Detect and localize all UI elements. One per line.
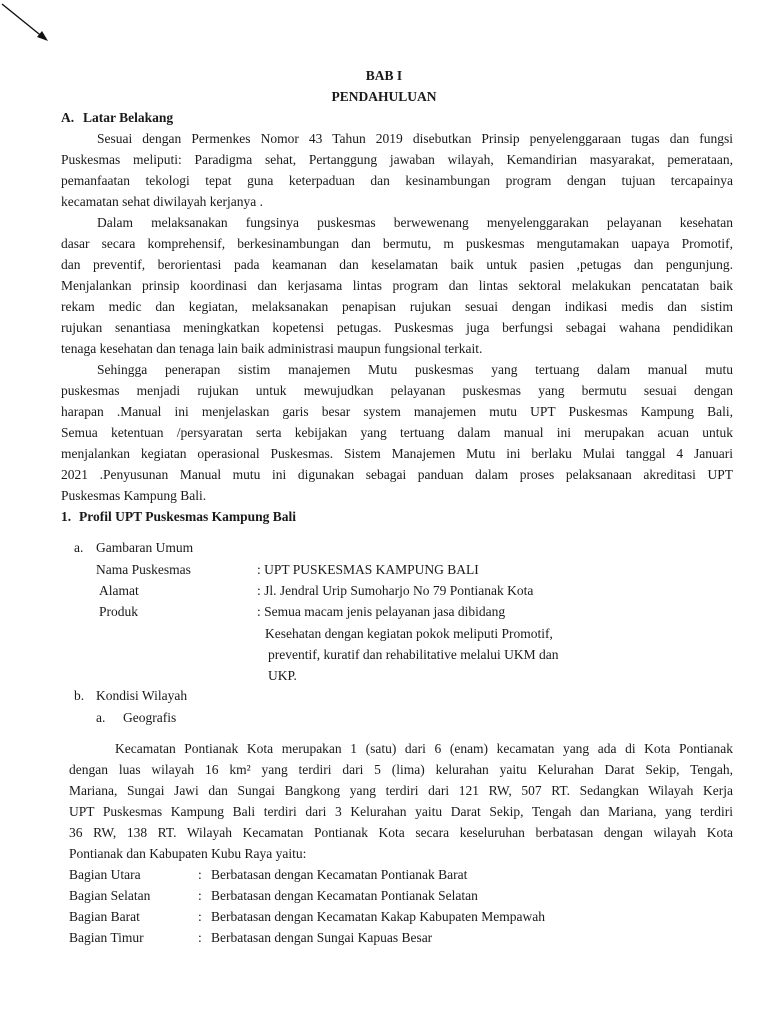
corner-arrow-icon [0, 0, 60, 50]
paragraph-line: Dalam melaksanakan fungsinya puskesmas berwewenang menyelenggarakan pelayanan kesehatan [97, 215, 733, 230]
section-a-title: Latar Belakang [83, 110, 174, 125]
chapter-number: BAB I [365, 68, 403, 83]
border-colon: : [198, 930, 202, 945]
paragraph-line: Mariana, Sungai Jawi dan Sungai Bangkong yang terdiri dari 121 RW, 507 RT. Sedangkan Wilayah Kerja [69, 783, 733, 798]
paragraph-line: menjalankan kegiatan operasional Puskesmas. Sistem Manajemen Mutu ini berlaku Mulai tanggal 4 Januari [61, 446, 733, 461]
paragraph-line: harapan .Manual ini menjelaskan garis besar system manajemen mutu UPT Puskesmas Kampung Bali, [61, 404, 733, 419]
chapter-title: PENDAHULUAN [331, 89, 437, 104]
paragraph-line: Sesuai dengan Permenkes Nomor 43 Tahun 2019 disebutkan Prinsip penyelenggaraan tugas dan fungsi [97, 131, 733, 146]
produk-continuation: UKP. [268, 668, 297, 683]
paragraph-line: Puskesmas Kampung Bali. [61, 488, 207, 503]
alamat-value: : Jl. Jendral Urip Sumoharjo No 79 Pontianak Kota [257, 583, 534, 598]
border-value-utara: Berbatasan dengan Kecamatan Pontianak Barat [211, 867, 468, 882]
border-value-barat: Berbatasan dengan Kecamatan Kakap Kabupaten Mempawah [211, 909, 545, 924]
paragraph-line: 2021 .Penyusunan Manual mutu ini digunakan sebagai panduan dalam proses pelaksanaan akreditasi UPT [61, 467, 733, 482]
nama-puskesmas-label: Nama Puskesmas [96, 562, 191, 577]
border-label-utara: Bagian Utara [69, 867, 141, 882]
border-label-timur: Bagian Timur [69, 930, 144, 945]
nama-puskesmas-value: : UPT PUSKESMAS KAMPUNG BALI [257, 562, 479, 577]
border-label-selatan: Bagian Selatan [69, 888, 151, 903]
border-value-selatan: Berbatasan dengan Kecamatan Pontianak Selatan [211, 888, 478, 903]
border-colon: : [198, 909, 202, 924]
gambaran-marker: a. [74, 540, 84, 555]
section-1-title: Profil UPT Puskesmas Kampung Bali [79, 509, 297, 524]
produk-continuation: Kesehatan dengan kegiatan pokok meliputi Promotif, [265, 626, 553, 641]
geografis-marker: a. [96, 710, 106, 725]
section-1-marker: 1. [61, 509, 72, 524]
paragraph-line: rujukan senantiasa meningkatkan kopetensi petugas. Puskesmas juga berfungsi sebagai wahana pendidikan [61, 320, 733, 335]
kondisi-title: Kondisi Wilayah [96, 688, 188, 703]
alamat-label: Alamat [99, 583, 139, 598]
border-colon: : [198, 867, 202, 882]
produk-label: Produk [99, 604, 139, 619]
paragraph-line: dan preventif, berorientasi pada keamanan dan keselamatan baik untuk pasien ,petugas dan pengunjung. [61, 257, 733, 272]
paragraph-line: Pontianak dan Kabupaten Kubu Raya yaitu: [69, 846, 307, 861]
paragraph-line: Kecamatan Pontianak Kota merupakan 1 (satu) dari 6 (enam) kecamatan yang ada di Kota Pontianak [115, 741, 733, 756]
border-value-timur: Berbatasan dengan Sungai Kapuas Besar [211, 930, 433, 945]
paragraph-line: dengan luas wilayah 16 km² yang terdiri dari 5 (lima) kelurahan yaitu Kelurahan Darat Sekip, Tengah, [69, 762, 733, 777]
paragraph-line: tenaga kesehatan dan tenaga lain baik administrasi maupun fungsional terkait. [61, 341, 483, 356]
section-a-marker: A. [61, 110, 75, 125]
geografis-title: Geografis [123, 710, 177, 725]
paragraph-line: pemanfaatan tekologi tepat guna keterpaduan dan kesinambungan program dengan tujuan tercapainya [61, 173, 733, 188]
paragraph-line: puskesmas menjadi rujukan untuk mewujudkan pelayanan puskesmas yang bermutu sesuai dengan [61, 383, 733, 398]
produk-value: : Semua macam jenis pelayanan jasa dibidang [257, 604, 506, 619]
produk-continuation: preventif, kuratif dan rehabilitative melalui UKM dan [268, 647, 559, 662]
paragraph-line: Sehingga penerapan sistim manajemen Mutu puskesmas yang tertuang dalam manual mutu [97, 362, 733, 377]
paragraph-line: dasar secara komprehensif, berkesinambungan dan bermutu, m puskesmas mengutamakan uapaya Promotif, [61, 236, 733, 251]
paragraph-line: UPT Puskesmas Kampung Bali terdiri dari 3 Kelurahan yaitu Darat Sekip, Tengah dan Mariana, yang terdiri [69, 804, 733, 819]
border-colon: : [198, 888, 202, 903]
gambaran-title: Gambaran Umum [96, 540, 194, 555]
paragraph-line: kecamatan sehat diwilayah kerjanya . [61, 194, 264, 209]
kondisi-marker: b. [74, 688, 85, 703]
paragraph-line: Puskesmas meliputi: Paradigma sehat, Pertanggung jawaban wilayah, Kemandirian masyarakat, pemerataan, [61, 152, 733, 167]
paragraph-line: rekam medic dan kegiatan, melaksanakan penapisan rujukan sesuai dengan indikasi medis dan sistim [61, 299, 733, 314]
paragraph-line: Semua ketentuan /persyaratan serta kebijakan yang tertuang dalam manual ini merupakan acuan untuk [61, 425, 733, 440]
paragraph-line: Menjalankan prinsip koordinasi dan kerjasama lintas program dan lintas sektoral melakukan pencatatan baik [61, 278, 733, 293]
paragraph-line: 36 RW, 138 RT. Wilayah Kecamatan Pontianak Kota secara keseluruhan berbatasan dengan wilayah Kota [69, 825, 733, 840]
border-label-barat: Bagian Barat [69, 909, 140, 924]
